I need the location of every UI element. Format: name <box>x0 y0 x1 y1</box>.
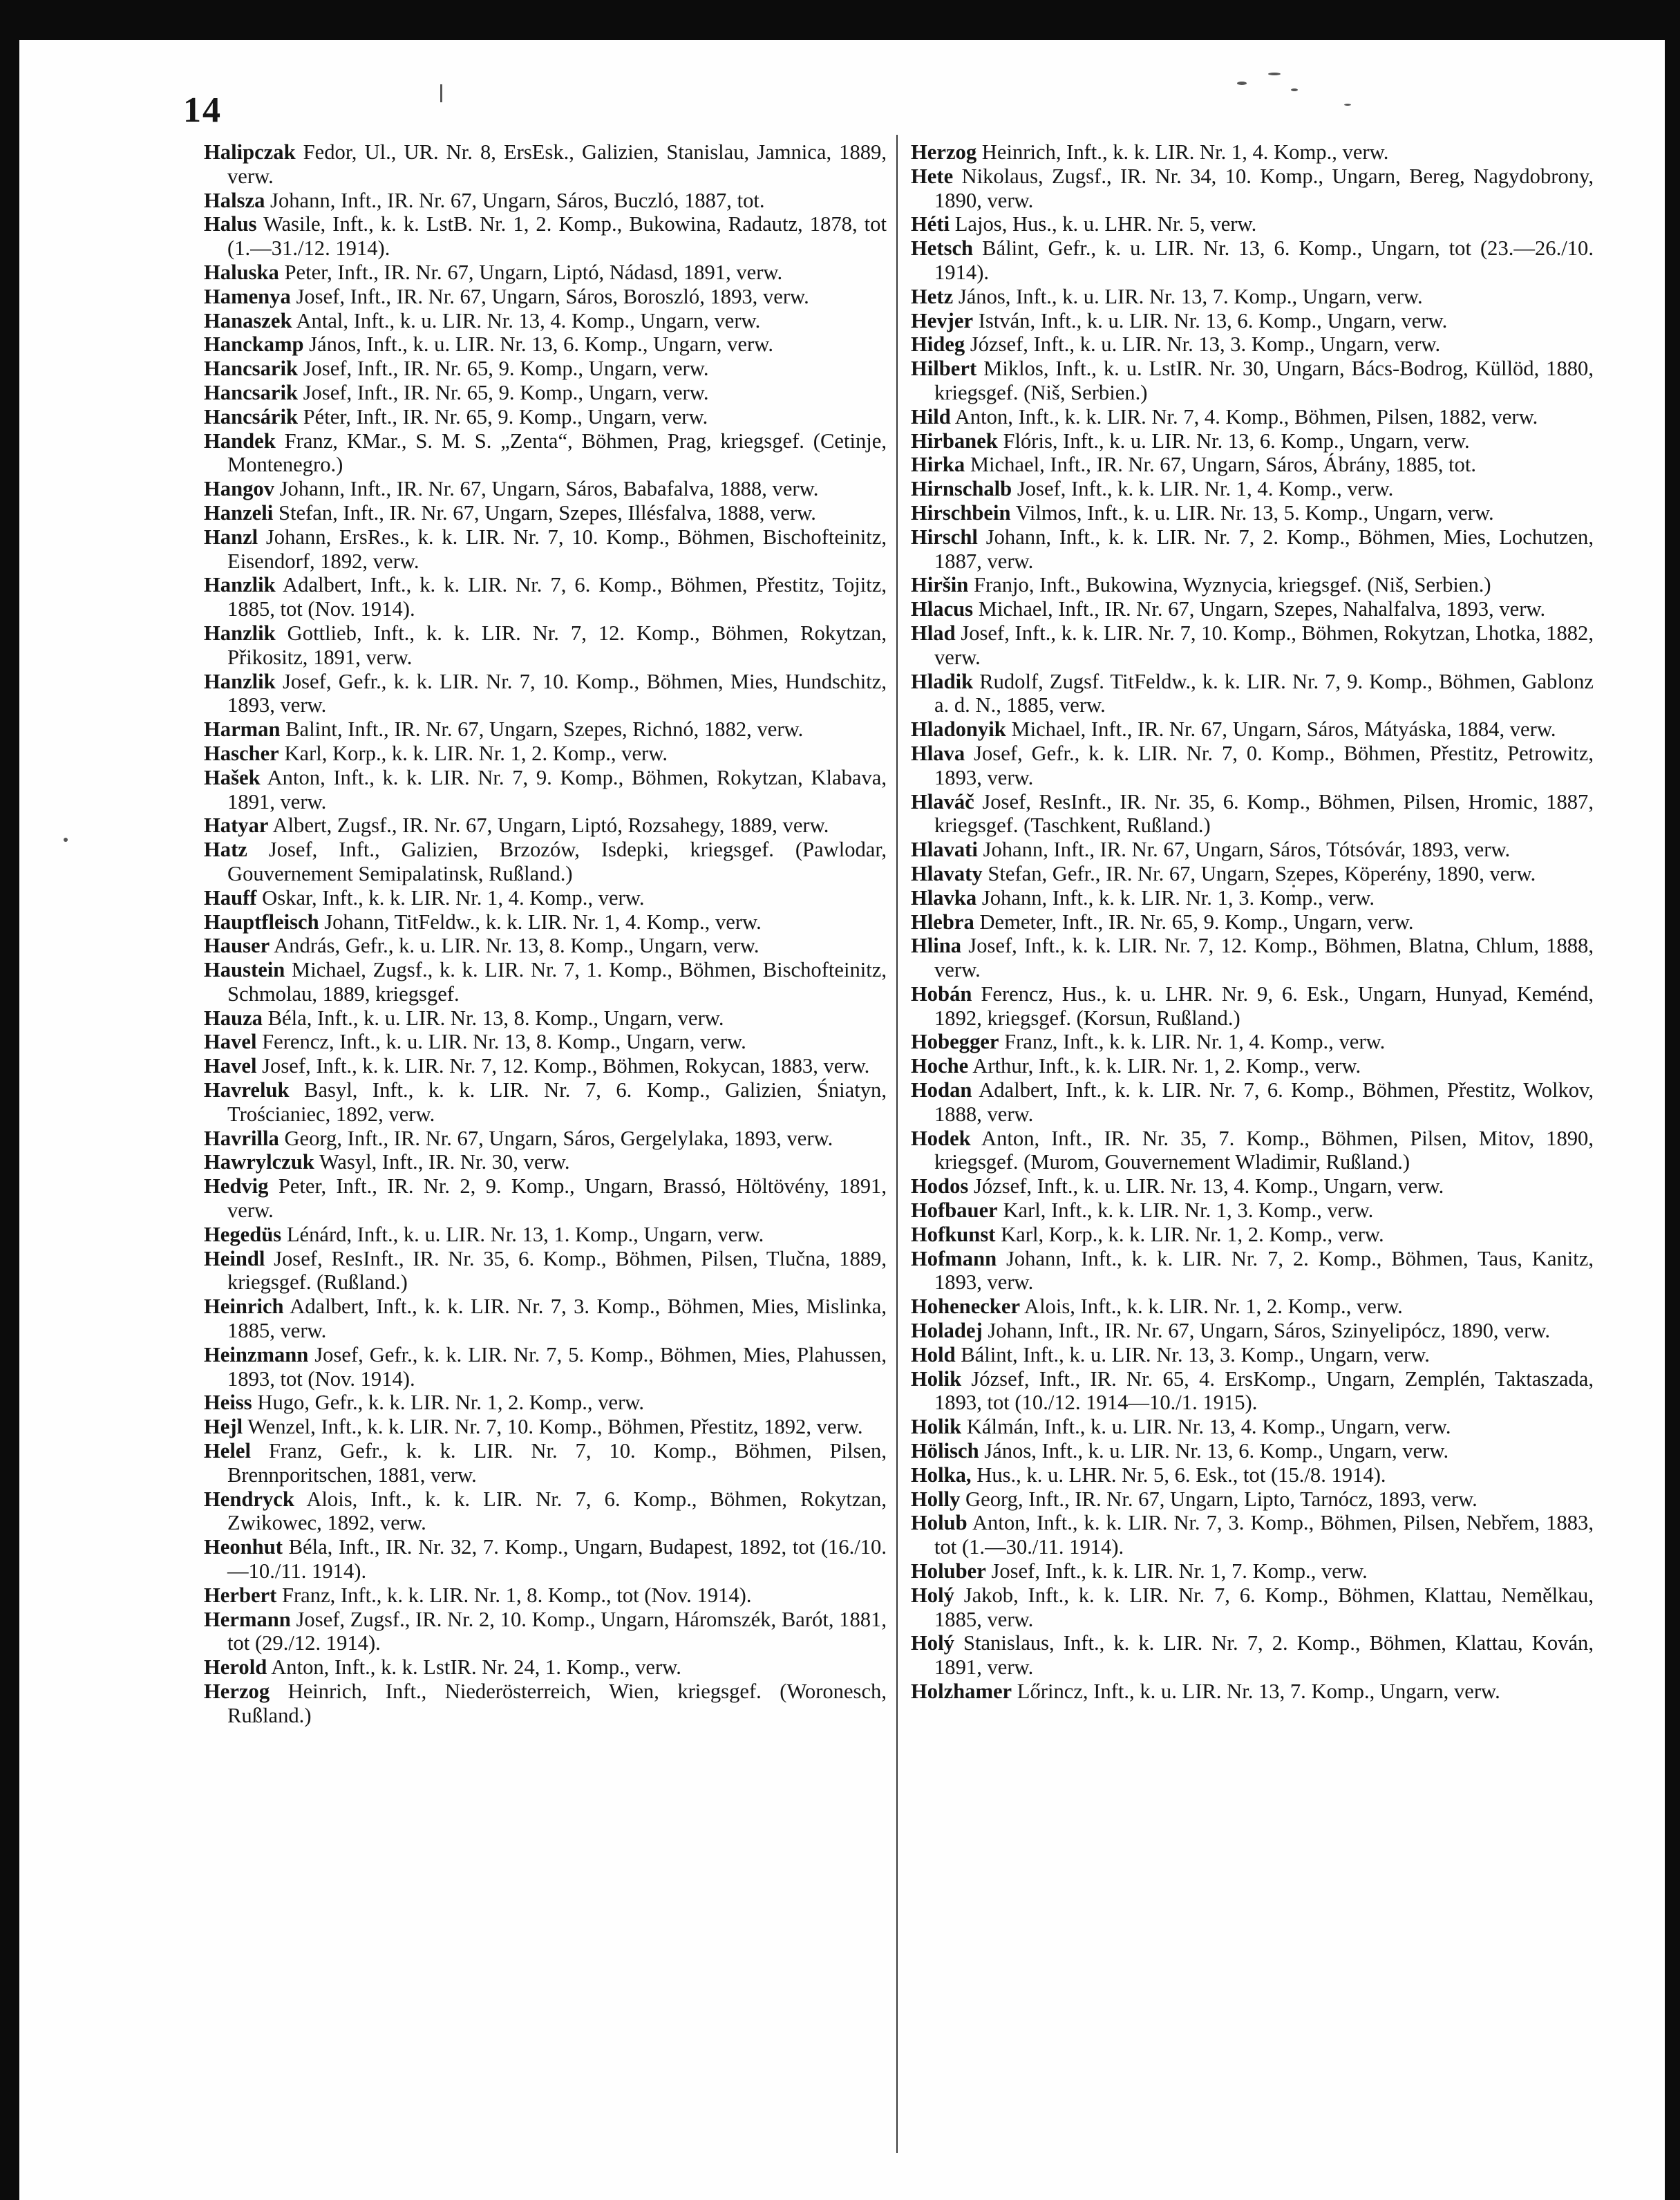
register-entry <box>204 1006 887 1031</box>
entry-details: Josef, Inft., IR. Nr. 65, 9. Komp., Ungarn, verw. <box>303 380 709 404</box>
entry-details: Josef, ResInft., IR. Nr. 35, 6. Komp., Böhmen, Pilsen, Tlučna, 1889, kriegsgef. (Rußland.) <box>227 1246 887 1295</box>
entry-details: Adalbert, Inft., k. k. LIR. Nr. 7, 3. Komp., Böhmen, Mies, Mislinka, 1885, verw. <box>227 1295 887 1343</box>
entry-details: Péter, Inft., IR. Nr. 65, 9. Komp., Ungarn, verw. <box>303 404 708 429</box>
entry-surname: Harman <box>204 717 281 742</box>
register-entry <box>911 405 1594 429</box>
entry-surname: Hiršin <box>911 573 969 597</box>
register-entry <box>204 1127 887 1151</box>
entry-surname: Hascher <box>204 741 279 765</box>
entry-surname: Hauff <box>204 885 257 910</box>
entry-details: Wasyl, Inft., IR. Nr. 30, verw. <box>319 1150 570 1174</box>
register-entry <box>204 261 887 285</box>
entry-surname: Hölisch <box>911 1439 979 1463</box>
register-entry <box>204 910 887 934</box>
entry-details: Alois, Inft., k. k. LIR. Nr. 7, 6. Komp., Böhmen, Rokytzan, Zwikowec, 1892, verw. <box>227 1487 887 1535</box>
register-entry <box>911 790 1594 838</box>
register-entry <box>911 838 1594 862</box>
entry-details: Josef, Gefr., k. k. LIR. Nr. 7, 10. Komp., Böhmen, Mies, Hundschitz, 1893, verw. <box>227 669 887 717</box>
register-entry <box>204 1054 887 1078</box>
entry-surname: Hancsárik <box>204 404 298 429</box>
entry-details: Josef, Inft., k. k. LIR. Nr. 7, 12. Komp., Böhmen, Blatna, Chlum, 1888, verw. <box>934 934 1594 982</box>
entry-details: Georg, Inft., IR. Nr. 67, Ungarn, Sáros, Gergelylaka, 1893, verw. <box>284 1126 833 1150</box>
entry-details: Béla, Inft., IR. Nr. 32, 7. Komp., Ungarn, Budapest, 1892, tot (16./10.—10./11. 1914). <box>227 1535 887 1583</box>
entry-details: István, Inft., k. u. LIR. Nr. 13, 6. Komp., Ungarn, verw. <box>978 308 1448 332</box>
entry-details: Béla, Inft., k. u. LIR. Nr. 13, 8. Komp., Ungarn, verw. <box>267 1006 724 1030</box>
entry-surname: Holik <box>911 1366 962 1391</box>
register-entry <box>204 381 887 405</box>
entry-surname: Hirschl <box>911 525 978 549</box>
entry-surname: Hohenecker <box>911 1295 1021 1319</box>
entry-details: Wenzel, Inft., k. k. LIR. Nr. 7, 10. Komp., Böhmen, Přestitz, 1892, verw. <box>247 1415 863 1439</box>
entry-details: Gottlieb, Inft., k. k. LIR. Nr. 7, 12. Komp., Böhmen, Rokytzan, Přikositz, 1891, verw. <box>227 621 887 669</box>
entry-surname: Havreluk <box>204 1078 290 1102</box>
entry-details: Josef, Inft., k. k. LIR. Nr. 1, 4. Komp., verw. <box>1017 477 1394 501</box>
entry-details: Josef, Zugsf., IR. Nr. 2, 10. Komp., Ungarn, Háromszék, Barót, 1881, tot (29./12. 1914). <box>227 1607 887 1655</box>
register-entry <box>911 309 1594 333</box>
entry-details: Hugo, Gefr., k. k. LIR. Nr. 1, 2. Komp., verw. <box>257 1391 645 1415</box>
register-entry <box>911 236 1594 285</box>
entry-details: Balint, Inft., IR. Nr. 67, Ungarn, Szepes, Richnó, 1882, verw. <box>285 717 804 742</box>
entry-surname: Hladonyik <box>911 717 1006 742</box>
entry-details: Heinrich, Inft., Niederösterreich, Wien, kriegsgef. (Woronesch, Rußland.) <box>227 1680 887 1727</box>
entry-surname: Herzog <box>911 140 977 164</box>
entry-details: Johann, Inft., IR. Nr. 67, Ungarn, Sáros, Buczló, 1887, tot. <box>270 188 765 212</box>
entry-details: Flóris, Inft., k. u. LIR. Nr. 13, 6. Komp., Ungarn, verw. <box>1003 429 1470 453</box>
right-column <box>911 140 1594 1704</box>
register-entry <box>911 670 1594 718</box>
entry-details: Josef, Gefr., k. k. LIR. Nr. 7, 0. Komp., Böhmen, Přestitz, Petrowitz, 1893, verw. <box>934 741 1594 789</box>
entry-surname: Hobán <box>911 981 972 1006</box>
entry-surname: Hanzl <box>204 525 258 549</box>
register-entry <box>204 1535 887 1583</box>
entry-details: Johann, Inft., k. k. LIR. Nr. 7, 2. Komp., Böhmen, Mies, Lochutzen, 1887, verw. <box>934 525 1594 573</box>
entry-details: Johann, Inft., IR. Nr. 67, Ungarn, Sáros, Babafalva, 1888, verw. <box>279 477 819 501</box>
entry-details: József, Inft., k. u. LIR. Nr. 13, 4. Komp., Ungarn, verw. <box>973 1174 1444 1198</box>
entry-surname: Hold <box>911 1342 956 1366</box>
entry-details: Kálmán, Inft., k. u. LIR. Nr. 13, 4. Komp., Ungarn, verw. <box>966 1415 1451 1439</box>
entry-surname: Holka, <box>911 1463 972 1487</box>
entry-details: Anton, Inft., k. k. LIR. Nr. 7, 4. Komp., Böhmen, Pilsen, 1882, verw. <box>954 404 1538 429</box>
register-entry <box>204 501 887 525</box>
register-entry <box>204 212 887 261</box>
entry-surname: Holly <box>911 1487 961 1511</box>
entry-details: Karl, Inft., k. k. LIR. Nr. 1, 3. Komp., verw. <box>1003 1198 1374 1223</box>
entry-surname: Havel <box>204 1054 257 1078</box>
register-entry <box>911 212 1594 236</box>
entry-surname: Hanzeli <box>204 500 274 525</box>
entry-details: Arthur, Inft., k. k. LIR. Nr. 1, 2. Komp., verw. <box>972 1054 1361 1078</box>
entry-surname: Haluska <box>204 260 279 284</box>
register-entry <box>911 1247 1594 1295</box>
register-entry <box>204 717 887 742</box>
register-entry <box>204 621 887 670</box>
register-entry <box>204 429 887 478</box>
entry-surname: Hirka <box>911 453 965 477</box>
register-entry <box>911 862 1594 886</box>
register-entry <box>911 1559 1594 1583</box>
entry-details: Johann, Inft., IR. Nr. 67, Ungarn, Sáros, Tótsóvár, 1893, verw. <box>983 838 1511 862</box>
entry-surname: Hlad <box>911 621 956 645</box>
entry-surname: Herbert <box>204 1583 277 1607</box>
entry-details: Peter, Inft., IR. Nr. 67, Ungarn, Liptó, Nádasd, 1891, verw. <box>284 260 783 284</box>
register-entry <box>911 1078 1594 1127</box>
register-entry <box>204 332 887 357</box>
register-entry <box>911 501 1594 525</box>
register-entry <box>204 1223 887 1247</box>
entry-surname: Handek <box>204 429 276 453</box>
entry-details: Johann, TitFeldw., k. k. LIR. Nr. 1, 4. Komp., verw. <box>324 910 762 934</box>
register-entry <box>204 1150 887 1174</box>
entry-surname: Heonhut <box>204 1535 283 1559</box>
entry-details: Anton, Inft., k. k. LIR. Nr. 7, 9. Komp., Böhmen, Rokytzan, Klabava, 1891, verw. <box>227 765 887 814</box>
register-entry <box>204 1078 887 1127</box>
entry-surname: Hlavaty <box>911 861 983 885</box>
register-entry <box>911 285 1594 309</box>
entry-details: Albert, Zugsf., IR. Nr. 67, Ungarn, Liptó, Rozsahegy, 1889, verw. <box>272 814 829 838</box>
entry-surname: Hofbauer <box>911 1198 998 1223</box>
entry-surname: Hanckamp <box>204 332 304 357</box>
register-entry <box>911 357 1594 405</box>
register-entry <box>204 838 887 886</box>
entry-surname: Holik <box>911 1415 962 1439</box>
register-entry <box>911 1631 1594 1680</box>
register-entry <box>911 1487 1594 1512</box>
entry-surname: Hirschbein <box>911 500 1011 525</box>
entry-surname: Hanzlik <box>204 621 276 645</box>
register-entry <box>204 1655 887 1680</box>
entry-details: András, Gefr., k. u. LIR. Nr. 13, 8. Komp., Ungarn, verw. <box>274 934 759 958</box>
entry-surname: Holý <box>911 1583 954 1607</box>
scan-border-right <box>1665 0 1680 2200</box>
entry-surname: Hoche <box>911 1054 969 1078</box>
entry-surname: Hauptfleisch <box>204 910 319 934</box>
entry-surname: Hlebra <box>911 910 974 934</box>
register-entry <box>911 1030 1594 1054</box>
entry-details: Bálint, Gefr., k. u. LIR. Nr. 13, 6. Komp., Ungarn, tot (23.—26./10. 1914). <box>934 236 1594 284</box>
register-entry <box>204 1391 887 1415</box>
register-entry <box>911 1174 1594 1198</box>
left-column <box>204 140 887 1728</box>
register-entry <box>911 910 1594 934</box>
entry-details: Michael, Inft., IR. Nr. 67, Ungarn, Szepes, Nahalfalva, 1893, verw. <box>978 597 1546 621</box>
register-entry <box>911 1439 1594 1463</box>
entry-details: Jakob, Inft., k. k. LIR. Nr. 7, 6. Komp., Böhmen, Klattau, Nemělkau, 1885, verw. <box>934 1583 1594 1631</box>
entry-details: Anton, Inft., k. k. LIR. Nr. 7, 3. Komp., Böhmen, Pilsen, Nebřem, 1883, tot (1.—30./11. 1914). <box>934 1511 1594 1559</box>
entry-surname: Hetz <box>911 284 954 308</box>
register-entry <box>204 189 887 213</box>
entry-surname: Hauza <box>204 1006 263 1030</box>
entry-surname: Hegedüs <box>204 1222 282 1246</box>
entry-surname: Hevjer <box>911 308 974 332</box>
register-entry <box>911 934 1594 982</box>
entry-surname: Halsza <box>204 188 265 212</box>
entry-surname: Halus <box>204 212 257 236</box>
entry-surname: Heindl <box>204 1246 265 1270</box>
register-entry <box>204 670 887 718</box>
entry-surname: Hlavati <box>911 838 978 862</box>
register-entry <box>911 1198 1594 1223</box>
register-entry <box>911 332 1594 357</box>
register-entry <box>911 1463 1594 1487</box>
register-entry <box>204 1030 887 1054</box>
register-entry <box>911 1343 1594 1367</box>
entry-details: Vilmos, Inft., k. u. LIR. Nr. 13, 5. Komp., Ungarn, verw. <box>1015 500 1494 525</box>
entry-surname: Hauser <box>204 934 270 958</box>
register-entry <box>911 1415 1594 1439</box>
entry-surname: Hodek <box>911 1126 971 1150</box>
entry-surname: Havrilla <box>204 1126 279 1150</box>
register-entry <box>911 140 1594 164</box>
entry-details: Johann, Inft., k. k. LIR. Nr. 7, 2. Komp., Böhmen, Taus, Kanitz, 1893, verw. <box>934 1246 1594 1295</box>
register-entry <box>204 1415 887 1439</box>
entry-details: Josef, Inft., Galizien, Brzozów, Isdepki, kriegsgef. (Pawlodar, Gouvernement Semipalatinsk, Rußland.) <box>227 838 887 885</box>
entry-surname: Hirnschalb <box>911 477 1012 501</box>
entry-surname: Heiss <box>204 1391 252 1415</box>
entry-surname: Holadej <box>911 1319 983 1343</box>
entry-details: Johann, ErsRes., k. k. LIR. Nr. 7, 10. Komp., Böhmen, Bischofteinitz, Eisendorf, 1892, verw. <box>227 525 887 573</box>
register-entry <box>204 1487 887 1536</box>
entry-surname: Hobegger <box>911 1030 999 1054</box>
entry-surname: Haustein <box>204 958 285 982</box>
entry-details: Josef, Inft., k. k. LIR. Nr. 1, 7. Komp., verw. <box>991 1559 1368 1583</box>
register-entry <box>911 742 1594 790</box>
register-entry <box>911 1680 1594 1704</box>
register-entry <box>911 1223 1594 1247</box>
entry-details: Lajos, Hus., k. u. LHR. Nr. 5, verw. <box>954 212 1257 236</box>
entry-details: Johann, Inft., IR. Nr. 67, Ungarn, Sáros, Szinyelipócz, 1890, verw. <box>988 1319 1551 1343</box>
entry-details: Alois, Inft., k. k. LIR. Nr. 1, 2. Komp., verw. <box>1024 1295 1403 1319</box>
entry-surname: Hlavka <box>911 885 977 910</box>
register-entry <box>911 1295 1594 1319</box>
entry-surname: Hofkunst <box>911 1222 996 1246</box>
entry-details: János, Inft., k. u. LIR. Nr. 13, 6. Komp., Ungarn, verw. <box>309 332 773 357</box>
register-entry <box>204 1295 887 1343</box>
register-entry <box>911 573 1594 597</box>
register-entry <box>911 429 1594 453</box>
column-divider <box>896 135 898 2153</box>
entry-details: Josef, Inft., IR. Nr. 67, Ungarn, Sáros, Boroszló, 1893, verw. <box>296 284 809 308</box>
scan-border-top <box>0 0 1680 40</box>
entry-details: Franz, Inft., k. k. LIR. Nr. 1, 8. Komp., tot (Nov. 1914). <box>281 1583 752 1607</box>
entry-surname: Herold <box>204 1655 267 1680</box>
entry-surname: Hancsarik <box>204 380 298 404</box>
entry-details: Ferencz, Inft., k. u. LIR. Nr. 13, 8. Komp., Ungarn, verw. <box>262 1030 746 1054</box>
entry-surname: Hatz <box>204 838 247 862</box>
entry-surname: Hamenya <box>204 284 291 308</box>
entry-details: József, Inft., k. u. LIR. Nr. 13, 3. Komp., Ungarn, verw. <box>970 332 1441 357</box>
entry-details: Franz, Inft., k. k. LIR. Nr. 1, 4. Komp., verw. <box>1004 1030 1386 1054</box>
register-entry <box>204 814 887 838</box>
entry-surname: Héti <box>911 212 950 236</box>
entry-details: Johann, Inft., k. k. LIR. Nr. 1, 3. Komp., verw. <box>981 885 1375 910</box>
entry-surname: Helel <box>204 1439 251 1463</box>
entry-surname: Hlaváč <box>911 789 974 814</box>
entry-surname: Heinzmann <box>204 1342 309 1366</box>
entry-details: József, Inft., IR. Nr. 65, 4. ErsKomp., Ungarn, Zemplén, Taktaszada, 1893, tot (10./12. 1914—10./1. 1915). <box>934 1366 1594 1415</box>
entry-surname: Hild <box>911 404 951 429</box>
entry-details: Karl, Korp., k. k. LIR. Nr. 1, 2. Komp., verw. <box>1001 1222 1384 1246</box>
entry-details: Josef, ResInft., IR. Nr. 35, 6. Komp., Böhmen, Pilsen, Hromic, 1887, kriegsgef. (Taschkent, Rußland.) <box>934 789 1594 838</box>
entry-details: Bálint, Inft., k. u. LIR. Nr. 13, 3. Komp., Ungarn, verw. <box>961 1342 1430 1366</box>
register-entry <box>911 525 1594 574</box>
register-entry <box>204 525 887 574</box>
entry-details: Karl, Korp., k. k. LIR. Nr. 1, 2. Komp., verw. <box>284 741 668 765</box>
entry-surname: Hendryck <box>204 1487 294 1511</box>
entry-details: Hus., k. u. LHR. Nr. 5, 6. Esk., tot (15./8. 1914). <box>976 1463 1386 1487</box>
entry-surname: Hašek <box>204 765 261 789</box>
entry-details: Nikolaus, Zugsf., IR. Nr. 34, 10. Komp., Ungarn, Bereg, Nagydobrony, 1890, verw. <box>934 164 1594 212</box>
entry-details: Georg, Inft., IR. Nr. 67, Ungarn, Lipto, Tarnócz, 1893, verw. <box>965 1487 1478 1511</box>
entry-surname: Hete <box>911 164 954 188</box>
entry-surname: Holý <box>911 1631 954 1655</box>
entry-surname: Holub <box>911 1511 968 1535</box>
entry-details: Miklos, Inft., k. u. LstIR. Nr. 30, Ungarn, Bács-Bodrog, Küllöd, 1880, kriegsgef. (Niš, Serbien.) <box>934 357 1594 404</box>
register-entry <box>204 285 887 309</box>
entry-surname: Hirbanek <box>911 429 998 453</box>
register-entry <box>204 766 887 814</box>
entry-details: Josef, Gefr., k. k. LIR. Nr. 7, 5. Komp., Böhmen, Mies, Plahussen, 1893, tot (Nov. 1914). <box>227 1342 887 1391</box>
entry-details: Stefan, Gefr., IR. Nr. 67, Ungarn, Szepes, Köperény, 1890, verw. <box>988 861 1536 885</box>
register-entry <box>204 934 887 958</box>
entry-details: Anton, Inft., IR. Nr. 35, 7. Komp., Böhmen, Pilsen, Mitov, 1890, kriegsgef. (Murom, Gouvernement Wladimir, Rußland.) <box>934 1126 1594 1174</box>
entry-details: Josef, Inft., k. k. LIR. Nr. 7, 12. Komp., Böhmen, Rokycan, 1883, verw. <box>262 1054 870 1078</box>
entry-surname: Hejl <box>204 1415 243 1439</box>
entry-details: Michael, Zugsf., k. k. LIR. Nr. 7, 1. Komp., Böhmen, Bischofteinitz, Schmolau, 1889, kriegsgef. <box>227 958 887 1006</box>
entry-surname: Hodos <box>911 1174 969 1198</box>
register-entry <box>204 1247 887 1295</box>
entry-details: Demeter, Inft., IR. Nr. 65, 9. Komp., Ungarn, verw. <box>979 910 1414 934</box>
entry-details: Franz, KMar., S. M. S. „Zenta“, Böhmen, Prag, kriegsgef. (Cetinje, Montenegro.) <box>227 429 887 477</box>
register-entry <box>204 1680 887 1728</box>
entry-details: Adalbert, Inft., k. k. LIR. Nr. 7, 6. Komp., Böhmen, Přestitz, Wolkov, 1888, verw. <box>934 1078 1594 1126</box>
entry-details: Rudolf, Zugsf. TitFeldw., k. k. LIR. Nr. 7, 9. Komp., Böhmen, Gablonz a. d. N., 1885, verw. <box>934 669 1594 717</box>
register-entry <box>911 1583 1594 1632</box>
register-entry <box>911 1319 1594 1343</box>
register-entry <box>204 477 887 501</box>
entry-details: Ferencz, Hus., k. u. LHR. Nr. 9, 6. Esk., Ungarn, Hunyad, Keménd, 1892, kriegsgef. (Korsun, Rußland.) <box>934 981 1594 1030</box>
entry-surname: Hangov <box>204 477 274 501</box>
entry-surname: Halipczak <box>204 140 296 164</box>
register-entry <box>911 477 1594 501</box>
entry-details: Basyl, Inft., k. k. LIR. Nr. 7, 6. Komp., Galizien, Śniatyn, Trościaniec, 1892, verw. <box>227 1078 887 1126</box>
entry-surname: Holuber <box>911 1559 986 1583</box>
entry-surname: Hlacus <box>911 597 974 621</box>
register-entry <box>911 1367 1594 1416</box>
entry-surname: Hetsch <box>911 236 974 261</box>
entry-surname: Havel <box>204 1030 257 1054</box>
entry-surname: Hanzlik <box>204 573 276 597</box>
entry-surname: Hodan <box>911 1078 972 1102</box>
entry-details: Peter, Inft., IR. Nr. 2, 9. Komp., Ungarn, Brassó, Höltövény, 1891, verw. <box>227 1174 887 1223</box>
entry-details: Michael, Inft., IR. Nr. 67, Ungarn, Sáros, Ábrány, 1885, tot. <box>970 453 1476 477</box>
register-entry <box>204 357 887 381</box>
entry-details: Antal, Inft., k. u. LIR. Nr. 13, 4. Komp., Ungarn, verw. <box>296 308 761 332</box>
entry-surname: Hanaszek <box>204 308 292 332</box>
entry-details: Adalbert, Inft., k. k. LIR. Nr. 7, 6. Komp., Böhmen, Přestitz, Tojitz, 1885, tot (Nov. 1914). <box>227 573 887 621</box>
entry-surname: Holzhamer <box>911 1680 1012 1703</box>
entry-details: János, Inft., k. u. LIR. Nr. 13, 7. Komp., Ungarn, verw. <box>958 284 1423 308</box>
register-entry <box>204 140 887 189</box>
entry-details: Fedor, Ul., UR. Nr. 8, ErsEsk., Galizien, Stanislau, Jamnica, 1889, verw. <box>227 140 887 188</box>
register-entry <box>204 958 887 1006</box>
entry-details: Lénárd, Inft., k. u. LIR. Nr. 13, 1. Komp., Ungarn, verw. <box>286 1222 764 1246</box>
register-entry <box>911 982 1594 1031</box>
register-entry <box>204 309 887 333</box>
entry-details: Wasile, Inft., k. k. LstB. Nr. 1, 2. Komp., Bukowina, Radautz, 1878, tot (1.—31./12. 1914). <box>227 212 887 261</box>
register-entry <box>911 1127 1594 1175</box>
scan-border-left <box>0 0 19 2200</box>
register-entry <box>911 886 1594 910</box>
register-entry <box>911 453 1594 477</box>
entry-details: Heinrich, Inft., k. k. LIR. Nr. 1, 4. Komp., verw. <box>981 140 1389 164</box>
register-entry <box>204 742 887 766</box>
entry-surname: Hlava <box>911 741 965 765</box>
register-entry <box>911 1054 1594 1078</box>
entry-details: Josef, Inft., IR. Nr. 65, 9. Komp., Ungarn, verw. <box>303 357 709 381</box>
entry-surname: Hideg <box>911 332 965 357</box>
entry-surname: Hlina <box>911 934 962 958</box>
entry-surname: Hofmann <box>911 1246 997 1270</box>
entry-surname: Hermann <box>204 1607 291 1631</box>
register-entry <box>911 1511 1594 1559</box>
entry-surname: Heinrich <box>204 1295 284 1319</box>
register-entry <box>204 1583 887 1608</box>
entry-surname: Hilbert <box>911 357 977 381</box>
entry-surname: Hancsarik <box>204 357 298 381</box>
entry-surname: Hedvig <box>204 1174 269 1198</box>
entry-details: Oskar, Inft., k. k. LIR. Nr. 1, 4. Komp., verw. <box>262 885 645 910</box>
entry-details: Franjo, Inft., Bukowina, Wyznycia, kriegsgef. (Niš, Serbien.) <box>973 573 1491 597</box>
entry-details: Josef, Inft., k. k. LIR. Nr. 7, 10. Komp., Böhmen, Rokytzan, Lhotka, 1882, verw. <box>934 621 1594 669</box>
register-entry <box>911 164 1594 213</box>
register-entry <box>204 1343 887 1391</box>
entry-surname: Hawrylczuk <box>204 1150 314 1174</box>
entry-details: Stefan, Inft., IR. Nr. 67, Ungarn, Szepes, Illésfalva, 1888, verw. <box>278 500 816 525</box>
entry-surname: Hanzlik <box>204 669 276 693</box>
entry-surname: Hatyar <box>204 814 269 838</box>
register-entry <box>204 886 887 910</box>
register-entry <box>911 717 1594 742</box>
entry-surname: Herzog <box>204 1680 270 1703</box>
entry-details: Anton, Inft., k. k. LstIR. Nr. 24, 1. Komp., verw. <box>271 1655 681 1680</box>
page-number: 14 <box>183 91 222 130</box>
register-entry <box>204 1439 887 1487</box>
entry-details: Franz, Gefr., k. k. LIR. Nr. 7, 10. Komp., Böhmen, Pilsen, Brennporitschen, 1881, verw. <box>227 1439 887 1487</box>
register-entry <box>911 597 1594 621</box>
register-entry <box>204 1608 887 1656</box>
register-entry <box>204 405 887 429</box>
entry-details: Lőrincz, Inft., k. u. LIR. Nr. 13, 7. Komp., Ungarn, verw. <box>1017 1680 1500 1703</box>
entry-details: Michael, Inft., IR. Nr. 67, Ungarn, Sáros, Mátyáska, 1884, verw. <box>1011 717 1556 742</box>
entry-details: Stanislaus, Inft., k. k. LIR. Nr. 7, 2. Komp., Böhmen, Klattau, Kován, 1891, verw. <box>934 1631 1594 1680</box>
entry-details: János, Inft., k. u. LIR. Nr. 13, 6. Komp., Ungarn, verw. <box>984 1439 1449 1463</box>
register-entry <box>204 1174 887 1223</box>
register-entry <box>204 573 887 621</box>
register-entry <box>911 621 1594 670</box>
entry-surname: Hladik <box>911 669 974 693</box>
